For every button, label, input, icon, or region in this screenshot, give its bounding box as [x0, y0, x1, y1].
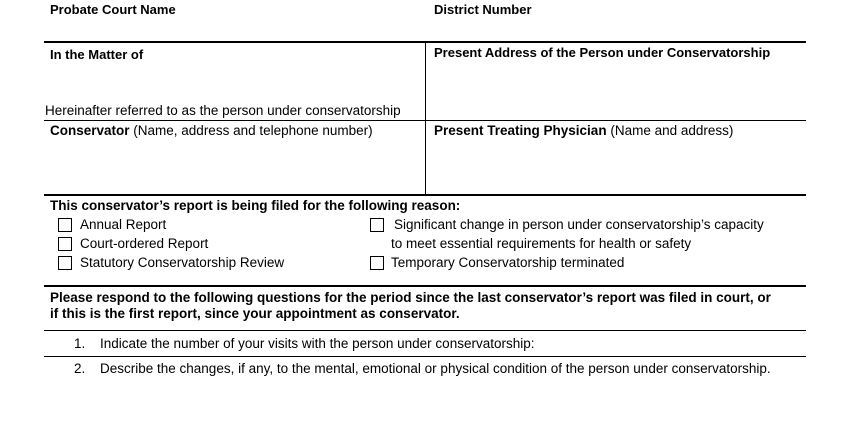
- q2-changes-field[interactable]: [46, 380, 806, 420]
- questions-intro-line2: if this is the first report, since your appointment as conservator.: [50, 306, 460, 321]
- divider-right-mid: [426, 120, 806, 121]
- significant-change-label-line1: Significant change in person under conservatorship’s capacity: [394, 217, 764, 232]
- present-address-field[interactable]: [430, 62, 806, 118]
- reason-heading: This conservator’s report is being filed for the following reason:: [50, 198, 461, 213]
- temporary-terminated-label: Temporary Conservatorship terminated: [391, 255, 625, 270]
- physician-label: [434, 123, 733, 138]
- divider-q1: [44, 330, 806, 331]
- conservator-label-bold: Conservator: [50, 123, 130, 138]
- court-name-label: Probate Court Name: [50, 2, 176, 17]
- significant-change-label-line2: to meet essential requirements for health or safety: [391, 236, 692, 251]
- questions-intro-line1: Please respond to the following questions for the period since the last conservator’s report was filed in court, or: [50, 290, 771, 305]
- vertical-divider: [425, 42, 426, 194]
- district-number-field[interactable]: [428, 18, 806, 40]
- present-address-label: Present Address of the Person under Conservatorship: [434, 45, 771, 60]
- statutory-review-checkbox[interactable]: [58, 256, 72, 270]
- physician-label-rest: (Name and address): [606, 123, 734, 138]
- physician-label-bold: Present Treating Physician: [434, 123, 607, 138]
- court-name-field[interactable]: [44, 18, 424, 40]
- conservator-label-rest: (Name, address and telephone number): [129, 123, 373, 138]
- divider-reason: [44, 194, 806, 196]
- court-ordered-report-label: Court-ordered Report: [80, 236, 209, 251]
- q2-number: 2.: [74, 361, 86, 376]
- annual-report-label: Annual Report: [80, 217, 167, 232]
- matter-field[interactable]: [46, 64, 422, 102]
- conservator-label: [50, 123, 373, 138]
- conservator-field[interactable]: [46, 142, 422, 192]
- annual-report-checkbox[interactable]: [58, 218, 72, 232]
- temporary-terminated-checkbox[interactable]: [370, 256, 384, 270]
- matter-label: In the Matter of: [50, 47, 144, 62]
- q1-visits-field[interactable]: [560, 334, 806, 354]
- q1-text: Indicate the number of your visits with the person under conservatorship:: [100, 336, 535, 351]
- significant-change-checkbox[interactable]: [370, 218, 384, 232]
- divider-questions: [44, 285, 806, 287]
- divider-q2: [44, 356, 806, 357]
- divider-left-mid: [44, 120, 425, 121]
- court-ordered-report-checkbox[interactable]: [58, 237, 72, 251]
- district-number-label: District Number: [434, 2, 532, 17]
- q1-number: 1.: [74, 336, 86, 351]
- statutory-review-label: Statutory Conservatorship Review: [80, 255, 285, 270]
- q2-text: Describe the changes, if any, to the mental, emotional or physical condition of the person under conservatorship.: [100, 361, 771, 376]
- hereinafter-text: Hereinafter referred to as the person under conservatorship: [45, 103, 401, 118]
- physician-field[interactable]: [430, 142, 806, 192]
